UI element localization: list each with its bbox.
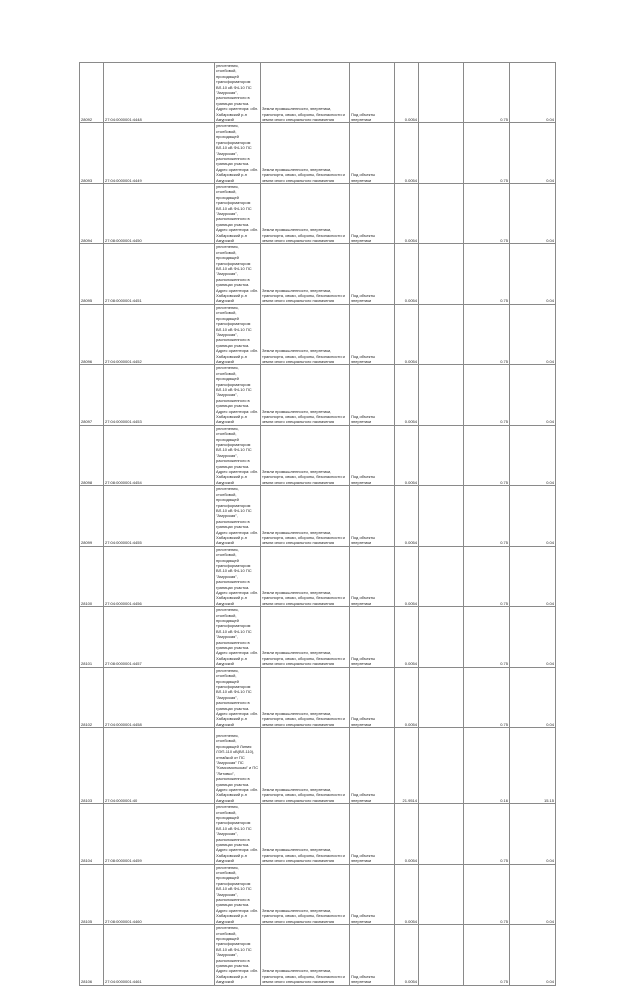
plot-description: уплотнения, столбовой, проходящей трансформатором ВЛ-10 кВ Ф4-10 ПС "Амурская", расположенного в границах участка. Адрес ориентира: обл. Хабаровский р-н Амурский bbox=[215, 804, 261, 864]
plot-description: уплотнения, столбовой, проходящей трансформатором ВЛ-10 кВ Ф4-10 ПС "Амурская", расположенного в границах участка. Адрес ориентира: обл. Хабаровский р-н Амурский bbox=[215, 304, 261, 364]
empty-cell bbox=[419, 365, 464, 425]
area-value: 0.0054 bbox=[395, 63, 419, 123]
plot-description: уплотнения, столбовой, проходящей трансформатором ВЛ-10 кВ Ф4-10 ПС "Амурская", расположенного в границах участка. Адрес ориентира: обл. Хабаровский р-н Амурский bbox=[215, 546, 261, 606]
land-category: Земли промышленности, энергетики, транспорта, связи, обороны, безопасности и земли иного специального назначения bbox=[261, 864, 350, 924]
sum-value: 0.04 bbox=[510, 864, 556, 924]
area-value: 0.0054 bbox=[395, 864, 419, 924]
row-number: 28100 bbox=[80, 546, 104, 606]
permitted-use: Под объекты энергетики bbox=[350, 183, 395, 243]
empty-cell bbox=[419, 925, 464, 985]
sum-value: 0.04 bbox=[510, 607, 556, 667]
cadastral-number: 27:04:0000001:4458 bbox=[104, 667, 215, 727]
plot-description: уплотнения, столбовой, проходящей трансформатором ВЛ-10 кВ Ф4-10 ПС "Амурская", расположенного в границах участка. Адрес ориентира: обл. Хабаровский р-н Амурский bbox=[215, 365, 261, 425]
cadastral-number: 27:04:0000001:4453 bbox=[104, 365, 215, 425]
plot-description: уплотнения, столбовой, проходящей трансформатором ВЛ-10 кВ Ф4-10 ПС "Амурская", расположенного в границах участка. Адрес ориентира: обл. Хабаровский р-н Амурский bbox=[215, 425, 261, 485]
row-number: 28097 bbox=[80, 365, 104, 425]
rate-value: 0.75 bbox=[464, 244, 510, 304]
sum-value: 0.04 bbox=[510, 925, 556, 985]
empty-cell bbox=[419, 804, 464, 864]
empty-cell bbox=[419, 123, 464, 183]
cadastral-number: 27:04:0000001:40 bbox=[104, 728, 215, 804]
sum-value: 0.04 bbox=[510, 486, 556, 546]
table-row bbox=[80, 486, 556, 546]
area-value: 0.0054 bbox=[395, 183, 419, 243]
cadastral-number: 27:08:0000001:4451 bbox=[104, 244, 215, 304]
table-row bbox=[80, 123, 556, 183]
rate-value: 0.75 bbox=[464, 425, 510, 485]
rate-value: 0.75 bbox=[464, 607, 510, 667]
area-value: 0.0054 bbox=[395, 667, 419, 727]
table-row bbox=[80, 607, 556, 667]
table-row bbox=[80, 304, 556, 364]
area-value: 0.0054 bbox=[395, 304, 419, 364]
plot-description: уплотнения, столбовой, проходящей трансформатором ВЛ-10 кВ Ф4-10 ПС "Амурская", расположенного в границах участка. Адрес ориентира: обл. Хабаровский р-н Амурский bbox=[215, 486, 261, 546]
empty-cell bbox=[419, 304, 464, 364]
table-row bbox=[80, 425, 556, 485]
empty-cell bbox=[419, 864, 464, 924]
row-number: 28099 bbox=[80, 486, 104, 546]
sum-value: 0.04 bbox=[510, 804, 556, 864]
rate-value: 0.75 bbox=[464, 63, 510, 123]
table-row bbox=[80, 183, 556, 243]
plot-description: уплотнения, столбовой, проходящей трансформатором ВЛ-10 кВ Ф4-10 ПС "Амурская", расположенного в границах участка. Адрес ориентира: обл. Хабаровский р-н Амурский bbox=[215, 667, 261, 727]
permitted-use: Под объекты энергетики bbox=[350, 607, 395, 667]
rate-value: 0.75 bbox=[464, 123, 510, 183]
rate-value: 0.75 bbox=[464, 546, 510, 606]
empty-cell bbox=[419, 486, 464, 546]
table-body bbox=[80, 63, 556, 986]
permitted-use: Под объекты энергетики bbox=[350, 864, 395, 924]
cadastral-number: 27:08:0000001:4457 bbox=[104, 607, 215, 667]
land-category: Земли промышленности, энергетики, транспорта, связи, обороны, безопасности и земли иного специального назначения bbox=[261, 804, 350, 864]
row-number: 28103 bbox=[80, 728, 104, 804]
sum-value: 0.04 bbox=[510, 63, 556, 123]
land-category: Земли промышленности, энергетики, транспорта, связи, обороны, безопасности и земли иного специального назначения bbox=[261, 728, 350, 804]
area-value: 0.0054 bbox=[395, 804, 419, 864]
empty-cell bbox=[419, 183, 464, 243]
table-row bbox=[80, 244, 556, 304]
empty-cell bbox=[419, 728, 464, 804]
land-category: Земли промышленности, энергетики, транспорта, связи, обороны, безопасности и земли иного специального назначения bbox=[261, 63, 350, 123]
cadastral-number: 27:08:0000001:4450 bbox=[104, 183, 215, 243]
empty-cell bbox=[419, 63, 464, 123]
cadastral-number: 27:04:0000001:4456 bbox=[104, 546, 215, 606]
cadastral-number: 27:04:0000001:4449 bbox=[104, 123, 215, 183]
cadastral-number: 27:04:0000001:4461 bbox=[104, 925, 215, 985]
area-value: 0.0054 bbox=[395, 486, 419, 546]
cadastral-number: 27:08:0000001:4454 bbox=[104, 425, 215, 485]
empty-cell bbox=[419, 607, 464, 667]
sum-value: 0.04 bbox=[510, 667, 556, 727]
empty-cell bbox=[419, 244, 464, 304]
rate-value: 0.75 bbox=[464, 925, 510, 985]
table-row bbox=[80, 365, 556, 425]
sum-value: 0.04 bbox=[510, 546, 556, 606]
sum-value: 0.04 bbox=[510, 425, 556, 485]
rate-value: 0.75 bbox=[464, 804, 510, 864]
permitted-use: Под объекты энергетики bbox=[350, 244, 395, 304]
land-plots-table bbox=[79, 62, 556, 986]
land-category: Земли промышленности, энергетики, транспорта, связи, обороны, безопасности и земли иного специального назначения bbox=[261, 183, 350, 243]
permitted-use: Под объекты энергетики bbox=[350, 365, 395, 425]
area-value: 0.0054 bbox=[395, 607, 419, 667]
permitted-use: Под объекты энергетики bbox=[350, 486, 395, 546]
cadastral-number: 27:08:0000001:4459 bbox=[104, 804, 215, 864]
empty-cell bbox=[419, 546, 464, 606]
rate-value: 0.75 bbox=[464, 667, 510, 727]
land-category: Земли промышленности, энергетики, транспорта, связи, обороны, безопасности и земли иного специального назначения bbox=[261, 925, 350, 985]
land-category: Земли промышленности, энергетики, транспорта, связи, обороны, безопасности и земли иного специального назначения bbox=[261, 486, 350, 546]
permitted-use: Под объекты энергетики bbox=[350, 925, 395, 985]
rate-value: 0.75 bbox=[464, 864, 510, 924]
permitted-use: Под объекты энергетики bbox=[350, 728, 395, 804]
table-row bbox=[80, 63, 556, 123]
row-number: 28096 bbox=[80, 304, 104, 364]
cadastral-number: 27:04:0000001:4455 bbox=[104, 486, 215, 546]
area-value: 21.9514 bbox=[395, 728, 419, 804]
row-number: 28101 bbox=[80, 607, 104, 667]
rate-value: 0.75 bbox=[464, 183, 510, 243]
land-category: Земли промышленности, энергетики, транспорта, связи, обороны, безопасности и земли иного специального назначения bbox=[261, 365, 350, 425]
land-category: Земли промышленности, энергетики, транспорта, связи, обороны, безопасности и земли иного специального назначения bbox=[261, 304, 350, 364]
permitted-use: Под объекты энергетики bbox=[350, 425, 395, 485]
permitted-use: Под объекты энергетики bbox=[350, 63, 395, 123]
row-number: 28102 bbox=[80, 667, 104, 727]
cadastral-number: 27:04:0000001:4452 bbox=[104, 304, 215, 364]
plot-description: уплотнения, столбовой, проходящей трансформатором ВЛ-10 кВ Ф4-10 ПС "Амурская", расположенного в границах участка. Адрес ориентира: обл. Хабаровский р-н Амурский bbox=[215, 244, 261, 304]
sum-value: 0.04 bbox=[510, 304, 556, 364]
table-row bbox=[80, 728, 556, 804]
sum-value: 0.04 bbox=[510, 244, 556, 304]
sum-value: 0.04 bbox=[510, 183, 556, 243]
empty-cell bbox=[419, 667, 464, 727]
sum-value: 0.04 bbox=[510, 123, 556, 183]
plot-description: уплотнения, столбовой, проходящей трансформатором ВЛ-10 кВ Ф4-10 ПС "Амурская", расположенного в границах участка. Адрес ориентира: обл. Хабаровский р-н Амурский bbox=[215, 123, 261, 183]
row-number: 28095 bbox=[80, 244, 104, 304]
land-category: Земли промышленности, энергетики, транспорта, связи, обороны, безопасности и земли иного специального назначения bbox=[261, 607, 350, 667]
rate-value: 0.75 bbox=[464, 486, 510, 546]
permitted-use: Под объекты энергетики bbox=[350, 804, 395, 864]
row-number: 28092 bbox=[80, 63, 104, 123]
table-row bbox=[80, 864, 556, 924]
table-row bbox=[80, 925, 556, 985]
row-number: 28104 bbox=[80, 804, 104, 864]
row-number: 28105 bbox=[80, 864, 104, 924]
area-value: 0.0054 bbox=[395, 365, 419, 425]
area-value: 0.0054 bbox=[395, 546, 419, 606]
rate-value: 0.16 bbox=[464, 728, 510, 804]
empty-cell bbox=[419, 425, 464, 485]
permitted-use: Под объекты энергетики bbox=[350, 123, 395, 183]
area-value: 0.0054 bbox=[395, 925, 419, 985]
land-category: Земли промышленности, энергетики, транспорта, связи, обороны, безопасности и земли иного специального назначения bbox=[261, 425, 350, 485]
rate-value: 0.75 bbox=[464, 365, 510, 425]
table-row bbox=[80, 546, 556, 606]
land-category: Земли промышленности, энергетики, транспорта, связи, обороны, безопасности и земли иного специального назначения bbox=[261, 244, 350, 304]
plot-description: уплотнения, столбовой, проходящей трансформатором ВЛ-10 кВ Ф4-10 ПС "Амурская", расположенного в границах участка. Адрес ориентира: обл. Хабаровский р-н Амурский bbox=[215, 864, 261, 924]
cadastral-number: 27:08:0000001:4460 bbox=[104, 864, 215, 924]
permitted-use: Под объекты энергетики bbox=[350, 304, 395, 364]
permitted-use: Под объекты энергетики bbox=[350, 667, 395, 727]
land-category: Земли промышленности, энергетики, транспорта, связи, обороны, безопасности и земли иного специального назначения bbox=[261, 123, 350, 183]
plot-description: уплотнения, столбовой, проходящей трансформатором ВЛ-10 кВ Ф4-10 ПС "Амурская", расположенного в границах участка. Адрес ориентира: обл. Хабаровский р-н Амурский bbox=[215, 607, 261, 667]
row-number: 28093 bbox=[80, 123, 104, 183]
permitted-use: Под объекты энергетики bbox=[350, 546, 395, 606]
plot-description: уплотнения, столбовой, проходящей трансформатором ВЛ-10 кВ Ф4-10 ПС "Амурская", расположенного в границах участка. Адрес ориентира: обл. Хабаровский р-н Амурский bbox=[215, 925, 261, 985]
plot-description: уплотнения, столбовой, проходящей трансформатором ВЛ-10 кВ Ф4-10 ПС "Амурская", расположенного в границах участка. Адрес ориентира: обл. Хабаровский р-н Амурский bbox=[215, 63, 261, 123]
plot-description: уплотнения, столбовой, проходящей Линия ЛЭП-110 кВ(ВЛ-110), отпайкой от ПС "Амурская" ПС "Комсомольская" и ПС "Литовко", расположенного в границах участка. Адрес ориентира: обл. Хабаровский р-н Амурский bbox=[215, 728, 261, 804]
land-category: Земли промышленности, энергетики, транспорта, связи, обороны, безопасности и земли иного специального назначения bbox=[261, 667, 350, 727]
area-value: 0.0054 bbox=[395, 123, 419, 183]
land-category: Земли промышленности, энергетики, транспорта, связи, обороны, безопасности и земли иного специального назначения bbox=[261, 546, 350, 606]
table-row bbox=[80, 667, 556, 727]
area-value: 0.0054 bbox=[395, 425, 419, 485]
row-number: 28094 bbox=[80, 183, 104, 243]
plot-description: уплотнения, столбовой, проходящей трансформатором ВЛ-10 кВ Ф4-10 ПС "Амурская", расположенного в границах участка. Адрес ориентира: обл. Хабаровский р-н Амурский bbox=[215, 183, 261, 243]
row-number: 28106 bbox=[80, 925, 104, 985]
area-value: 0.0054 bbox=[395, 244, 419, 304]
rate-value: 0.75 bbox=[464, 304, 510, 364]
cadastral-number: 27:04:0000001:4448 bbox=[104, 63, 215, 123]
sum-value: 15.15 bbox=[510, 728, 556, 804]
table-row bbox=[80, 804, 556, 864]
sum-value: 0.04 bbox=[510, 365, 556, 425]
row-number: 28098 bbox=[80, 425, 104, 485]
